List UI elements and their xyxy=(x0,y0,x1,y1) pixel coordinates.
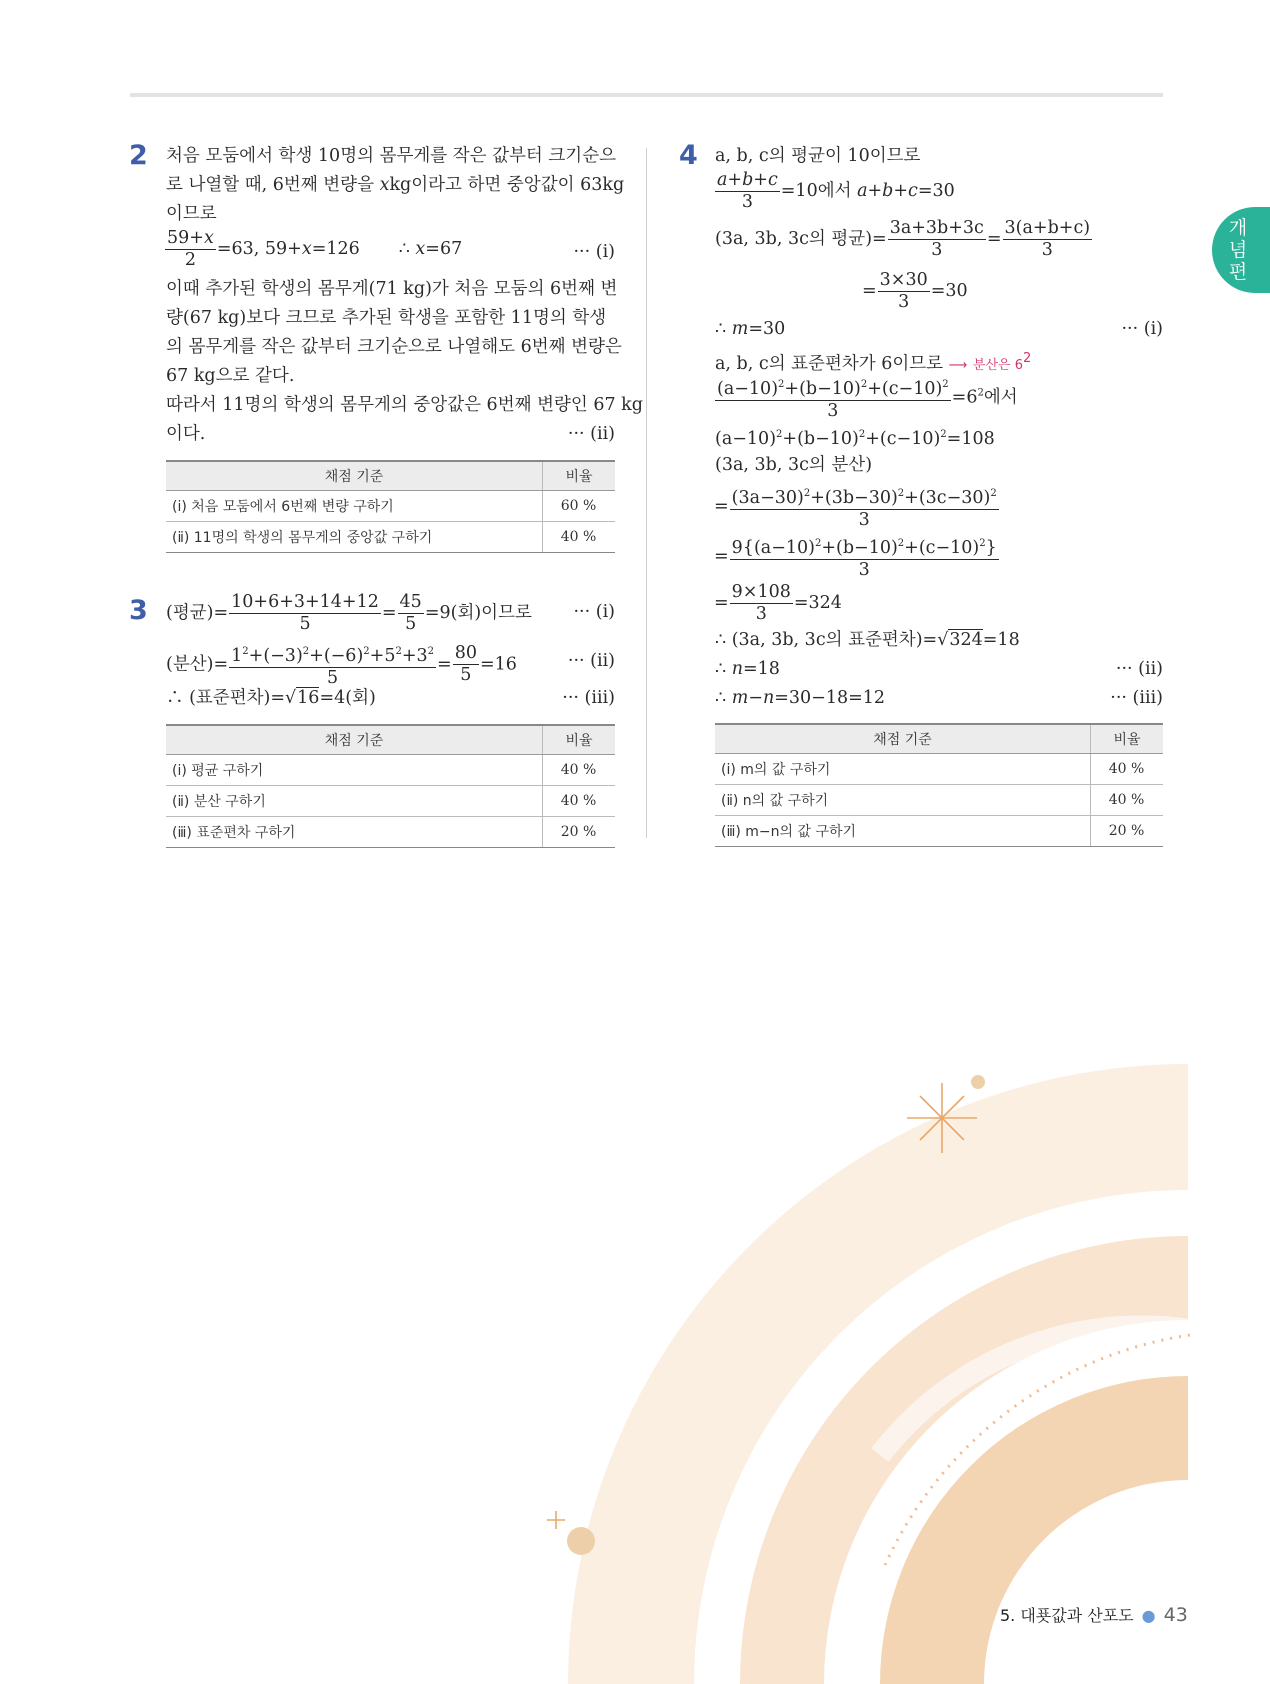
table-header: 비율 xyxy=(543,725,616,755)
equation: $\frac{a+b+c}{3}$ =10에서 a+b+c=30 xyxy=(717,170,955,212)
chapter-title: 5. 대푯값과 산포도 xyxy=(1000,1606,1134,1625)
table-row: (ⅱ) n의 값 구하기 40 % xyxy=(715,785,1163,816)
text-line: 이다. xyxy=(166,424,206,444)
annotation-arrow: ⟶ xyxy=(948,357,968,373)
equation: (평균)= $\frac{10+6+3+14+12}{5}$ = $\frac{45}{5}$ =9(회)이므로 xyxy=(166,592,532,634)
step-marker: ··· (ⅰ) xyxy=(573,242,615,262)
header-rule xyxy=(130,93,1163,97)
text-line: 이므로 xyxy=(166,204,217,224)
equation: (분산)= $\frac{1^2+(-3)^2+(-6)^2+5^2+3^2}{5}$ = $\frac{80}{5}$ =16 xyxy=(166,641,517,689)
equation: = $\frac{(3a-30)^2+(3b-30)^2+(3c-30)^2}{3}$ xyxy=(714,483,1000,531)
table-header: 채점 기준 xyxy=(166,461,543,491)
problem-number: 3 xyxy=(129,595,148,626)
annotation-note: 분산은 6 xyxy=(972,357,1023,373)
text-line: 67 kg으로 같다. xyxy=(166,366,295,386)
text-line: 로 나열할 때, 6번째 변량을 xkg이라고 하면 중앙값이 63kg xyxy=(166,175,625,195)
page-footer xyxy=(1000,1603,1188,1626)
step-marker: ··· (ⅱ) xyxy=(567,651,615,671)
table-row: (ⅱ) 11명의 학생의 몸무게의 중앙값 구하기 40 % xyxy=(166,522,615,553)
table-row: (ⅲ) 표준편차 구하기 20 % xyxy=(166,817,615,848)
scoring-table xyxy=(715,723,1163,847)
text-line: 처음 모둠에서 학생 10명의 몸무게를 작은 값부터 크기순으 xyxy=(166,146,617,166)
problem-number: 4 xyxy=(679,140,698,171)
section-tab-label: 개념편 xyxy=(1228,217,1248,283)
equation: (3a, 3b, 3c의 평균)= $\frac{3a+3b+3c}{3}$ = $\frac{3(a+b+c)}{3}$ xyxy=(715,218,1091,260)
table-header: 채점 기준 xyxy=(166,725,543,755)
equation: = $\frac{3\times 30}{3}$ =30 xyxy=(862,270,968,312)
text-line: 따라서 11명의 학생의 몸무게의 중앙값은 6번째 변량인 67 kg xyxy=(166,395,643,415)
equation: ∴ m−n=30−18=12 xyxy=(715,688,886,708)
equation: $\frac{(a-10)^2+(b-10)^2+(c-10)^2}{3}$ $=6^2$에서 xyxy=(714,374,1018,422)
step-marker: ··· (ⅰ) xyxy=(1121,319,1163,339)
column-divider xyxy=(646,148,647,838)
table-header: 비율 xyxy=(543,461,616,491)
equation: $\frac{59+x}{2}$ =63, 59+x=126 ∴ x=67 xyxy=(167,228,463,270)
text-line: 의 몸무게를 작은 값부터 크기순으로 나열해도 6번째 변량은 xyxy=(166,337,622,357)
text-line: (3a, 3b, 3c의 분산) xyxy=(715,455,873,475)
step-marker: ··· (ⅱ) xyxy=(567,424,615,444)
equation: ∴ m=30 xyxy=(715,319,786,339)
step-marker: ··· (ⅲ) xyxy=(1110,688,1163,708)
problem-number: 2 xyxy=(129,140,148,171)
step-marker: ··· (ⅰ) xyxy=(573,602,615,622)
scoring-table xyxy=(166,724,615,848)
text-line: 이때 추가된 학생의 몸무게(71 kg)가 처음 모둠의 6번째 변 xyxy=(166,279,618,299)
table-header: 비율 xyxy=(1091,724,1164,754)
page-number: 43 xyxy=(1163,1604,1188,1626)
text-line: 량(67 kg)보다 크므로 추가된 학생을 포함한 11명의 학생 xyxy=(166,308,607,328)
fraction: $\frac{59+x}{2}$ xyxy=(167,228,214,270)
text-line: a, b, c의 표준편차가 6이므로 ⟶ 분산은 6$^2$ xyxy=(715,351,1032,374)
equation: = $\frac{9\times 108}{3}$ =324 xyxy=(714,582,842,624)
step-marker: ··· (ⅲ) xyxy=(562,688,615,708)
equation: ∴ (3a, 3b, 3c의 표준편차)=√324=18 xyxy=(715,630,1020,650)
table-row: (ⅰ) 평균 구하기 40 % xyxy=(166,755,615,786)
equation: = $\frac{9\{(a-10)^2+(b-10)^2+(c-10)^2\}}{3}$ xyxy=(714,533,1000,581)
table-row: (ⅲ) m−n의 값 구하기 20 % xyxy=(715,816,1163,847)
table-row: (ⅰ) 처음 모둠에서 6번째 변량 구하기 60 % xyxy=(166,491,615,522)
step-marker: ··· (ⅱ) xyxy=(1115,659,1163,679)
equation: $(a-10)^2+(b-10)^2+(c-10)^2=108$ xyxy=(715,428,995,449)
bullet-icon: ● xyxy=(1141,1606,1156,1625)
table-row: (ⅱ) 분산 구하기 40 % xyxy=(166,786,615,817)
scoring-table xyxy=(166,460,615,553)
equation: ∴ n=18 xyxy=(715,659,780,679)
text-line: a, b, c의 평균이 10이므로 xyxy=(715,146,921,166)
table-header: 채점 기준 xyxy=(715,724,1091,754)
equation: ∴ (표준편차)=√16=4(회) xyxy=(166,688,376,708)
table-row: (ⅰ) m의 값 구하기 40 % xyxy=(715,754,1163,785)
